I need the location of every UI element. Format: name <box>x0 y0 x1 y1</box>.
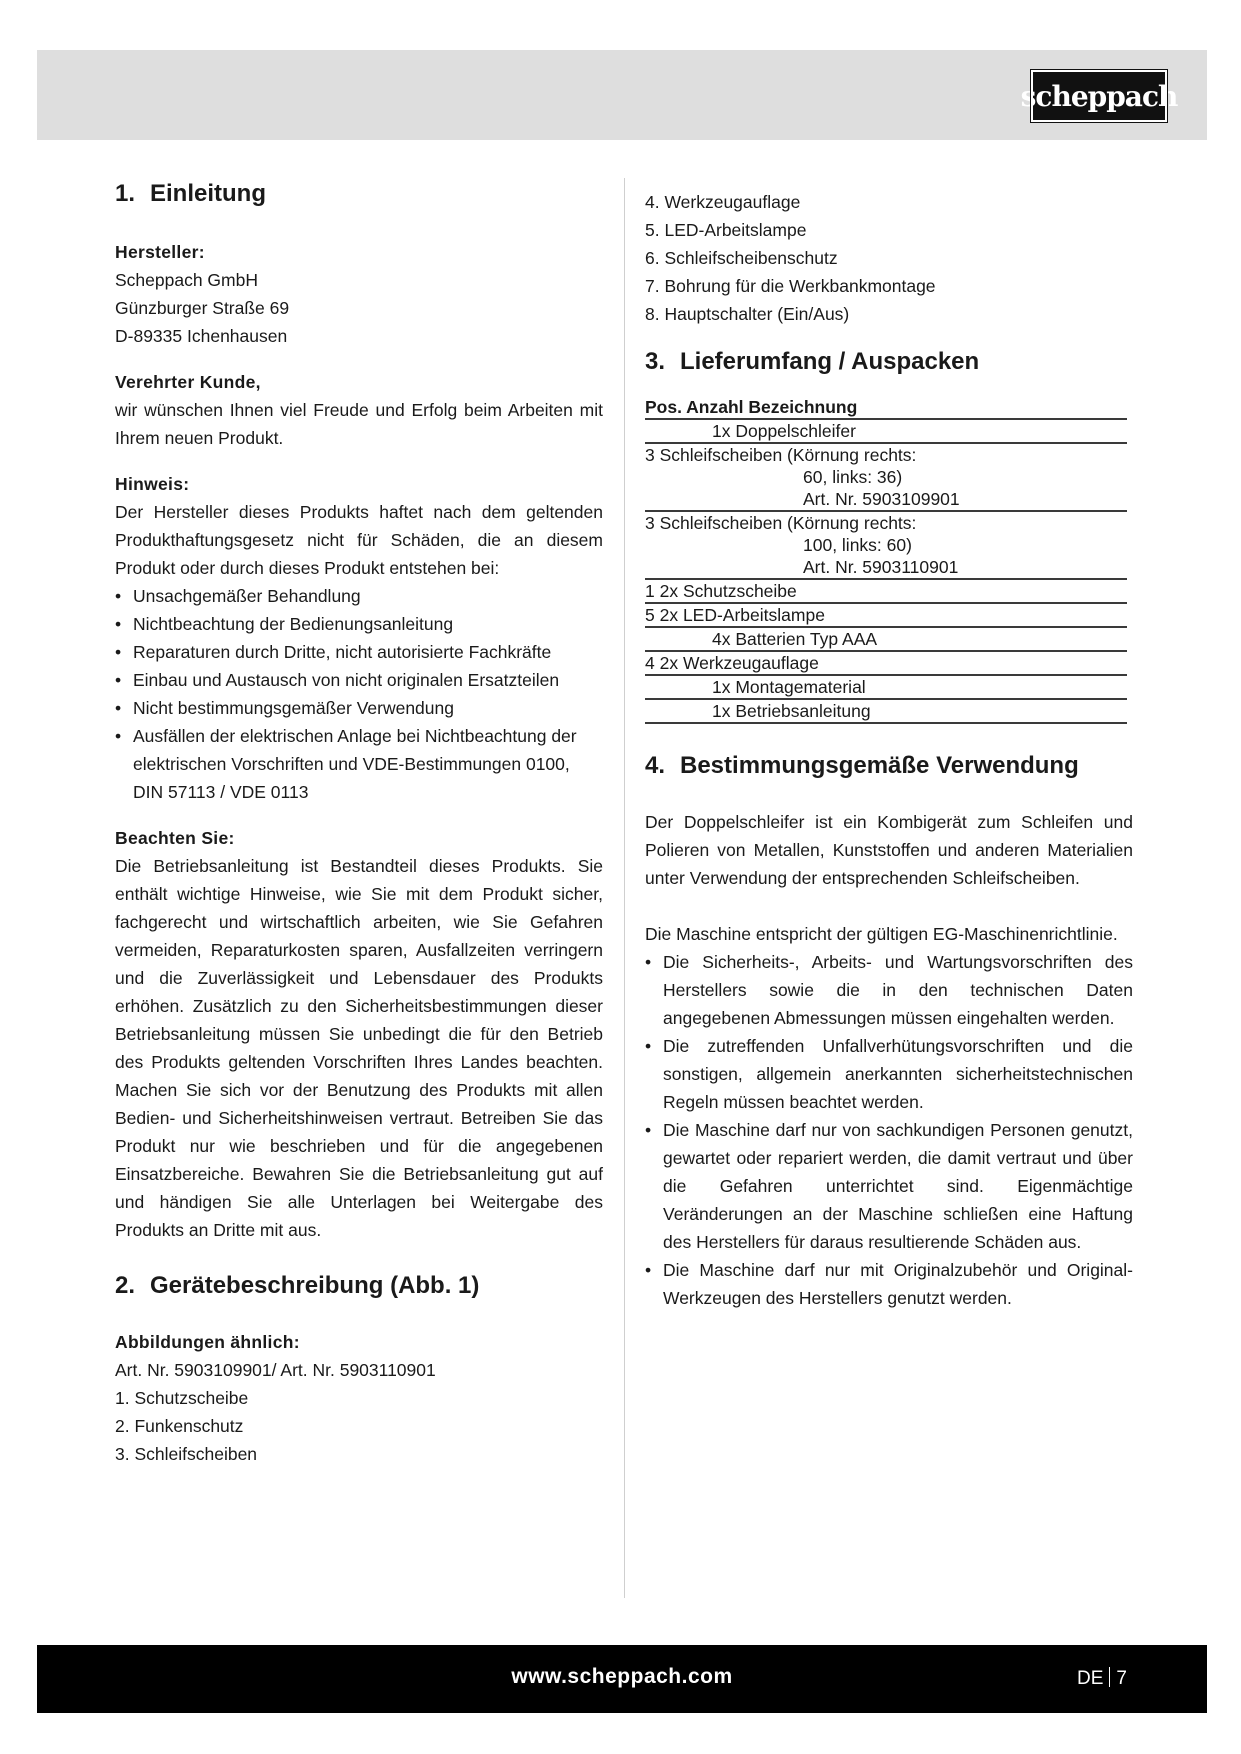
list-item: 7. Bohrung für die Werkbankmontage <box>645 276 936 296</box>
list-item: • Die Sicherheits-, Arbeits- und Wartungsvorschriften des Herstellers sowie die in den technischen Daten angegebenen Abmessungen müssen eingehalten werden. <box>645 948 1133 1032</box>
figures-label: Abbildungen ähnlich: <box>115 1332 300 1352</box>
table-row: 5 2x LED-Arbeitslampe <box>645 603 1127 627</box>
table-row: 1 2x Schutzscheibe <box>645 579 1127 603</box>
customer-text: wir wünschen Ihnen viel Freude und Erfolg beim Arbeiten mit Ihrem neuen Produkt. <box>115 400 603 448</box>
table-row: 4 2x Werkzeugauflage <box>645 651 1127 675</box>
table-row: 4x Batterien Typ AAA <box>645 627 1127 651</box>
list-item: • Die zutreffenden Unfallverhütungsvorschriften und die sonstigen, allgemein anerkannten sicherheitstechnischen Regeln müssen beachtet werden. <box>645 1032 1133 1116</box>
parts-list <box>115 1384 603 1468</box>
list-item: 4. Werkzeugauflage <box>645 192 801 212</box>
customer-label: Verehrter Kunde, <box>115 372 261 392</box>
column-divider <box>624 178 625 1598</box>
table-row: 1x Betriebsanleitung <box>645 699 1127 723</box>
article-numbers: Art. Nr. 5903109901/ Art. Nr. 5903110901 <box>115 1360 436 1380</box>
table-row: 3 Schleifscheiben (Körnung rechts: 100, links: 60) Art. Nr. 5903110901 <box>645 511 1127 579</box>
manufacturer-label: Hersteller: <box>115 242 205 262</box>
section-heading-intro: 1. Einleitung <box>115 180 266 207</box>
section-heading-device: 2. Gerätebeschreibung (Abb. 1) <box>115 1272 480 1299</box>
parts-list-continued <box>645 188 1133 328</box>
header-bar <box>37 50 1207 140</box>
attention-label: Beachten Sie: <box>115 828 235 848</box>
list-item: • Die Maschine darf nur von sachkundigen Personen genutzt, gewartet oder repariert werden, die damit vertraut und über die Gefahren unterrichtet sind. Eigenmächtige Veränderungen an der Maschine schließen eine Haftung des Herstellers für daraus resultierende Schäden aus. <box>645 1116 1133 1256</box>
footer-bar <box>37 1645 1207 1713</box>
page-number: DE 7 <box>1077 1668 1127 1689</box>
list-item: • Reparaturen durch Dritte, nicht autorisierte Fachkräfte <box>115 638 603 666</box>
manufacturer-line: Scheppach GmbH <box>115 270 258 290</box>
table-row: 3 Schleifscheiben (Körnung rechts: 60, links: 36) Art. Nr. 5903109901 <box>645 443 1127 511</box>
section-heading-usage: 4. Bestimmungsgemäße Verwendung <box>645 752 1079 779</box>
list-item: • Ausfällen der elektrischen Anlage bei Nichtbeachtung der elektrischen Vorschriften und VDE-Bestimmungen 0100, DIN 57113 / VDE 0113 <box>115 722 603 806</box>
list-item: 6. Schleifscheibenschutz <box>645 248 838 268</box>
scheppach-logo: scheppach <box>1031 70 1167 122</box>
list-item: 3. Schleifscheiben <box>115 1444 258 1464</box>
list-item: 5. LED-Arbeitslampe <box>645 220 807 240</box>
table-row: 1x Montagematerial <box>645 675 1127 699</box>
usage-paragraph: Die Maschine entspricht der gültigen EG-Maschinenrichtlinie. <box>645 924 1118 944</box>
list-item: 2. Funkenschutz <box>115 1416 244 1436</box>
table-header: Pos. Anzahl Bezeichnung <box>645 397 858 417</box>
list-item: • Die Maschine darf nur mit Originalzubehör und Original- Werkzeugen des Herstellers genutzt werden. <box>645 1256 1133 1312</box>
attention-text: Die Betriebsanleitung ist Bestandteil dieses Produkts. Sie enthält wichtige Hinweise, wie Sie mit dem Produkt sicher, fachgerecht und wirtschaftlich arbeiten, wie Sie Gefahren vermeiden, Reparaturkosten sparen, Ausfallzeiten verringern und die Zuverlässigkeit und Lebensdauer des Produkts erhöhen. Zusätzlich zu den Sicherheitsbestimmungen dieser Betriebsanleitung müssen Sie unbedingt die für den Betrieb des Produkts geltenden Vorschriften Ihres Landes beachten. Machen Sie sich vor der Benutzung des Produkts mit allen Bedien- und Sicherheitshinweisen vertraut. Betreiben Sie das Produkt nur wie beschrieben und für die angegebenen Einsatzbereiche. Bewahren Sie die Betriebsanleitung gut auf und händigen Sie alle Unterlagen bei Weitergabe des Produkts an Dritte mit aus. <box>115 856 603 1240</box>
footer-url-link[interactable]: www.scheppach.com <box>511 1665 733 1688</box>
list-item: • Einbau und Austausch von nicht originalen Ersatzteilen <box>115 666 603 694</box>
usage-bullet-list <box>645 948 1133 1312</box>
note-text: Der Hersteller dieses Produkts haftet nach dem geltenden Produkthaftungsgesetz nicht für Schäden, die an diesem Produkt oder durch dieses Produkt entstehen bei: <box>115 502 603 578</box>
usage-paragraph: Der Doppelschleifer ist ein Kombigerät zum Schleifen und Polieren von Metallen, Kunststoffen und anderen Materialien unter Verwendung der entsprechenden Schleifscheiben. <box>645 812 1133 888</box>
delivery-scope-table <box>645 396 1127 724</box>
list-item: • Nicht bestimmungsgemäßer Verwendung <box>115 694 603 722</box>
right-column <box>645 188 1133 1312</box>
table-row: 1x Doppelschleifer <box>645 419 1127 443</box>
note-bullet-list <box>115 582 603 806</box>
manufacturer-line: D-89335 Ichenhausen <box>115 326 288 346</box>
left-column <box>115 178 603 1468</box>
manufacturer-line: Günzburger Straße 69 <box>115 298 290 318</box>
list-item: 1. Schutzscheibe <box>115 1388 249 1408</box>
note-label: Hinweis: <box>115 474 190 494</box>
list-item: • Nichtbeachtung der Bedienungsanleitung <box>115 610 603 638</box>
list-item: 8. Hauptschalter (Ein/Aus) <box>645 304 850 324</box>
list-item: • Unsachgemäßer Behandlung <box>115 582 603 610</box>
section-heading-scope: 3. Lieferumfang / Auspacken <box>645 348 980 375</box>
